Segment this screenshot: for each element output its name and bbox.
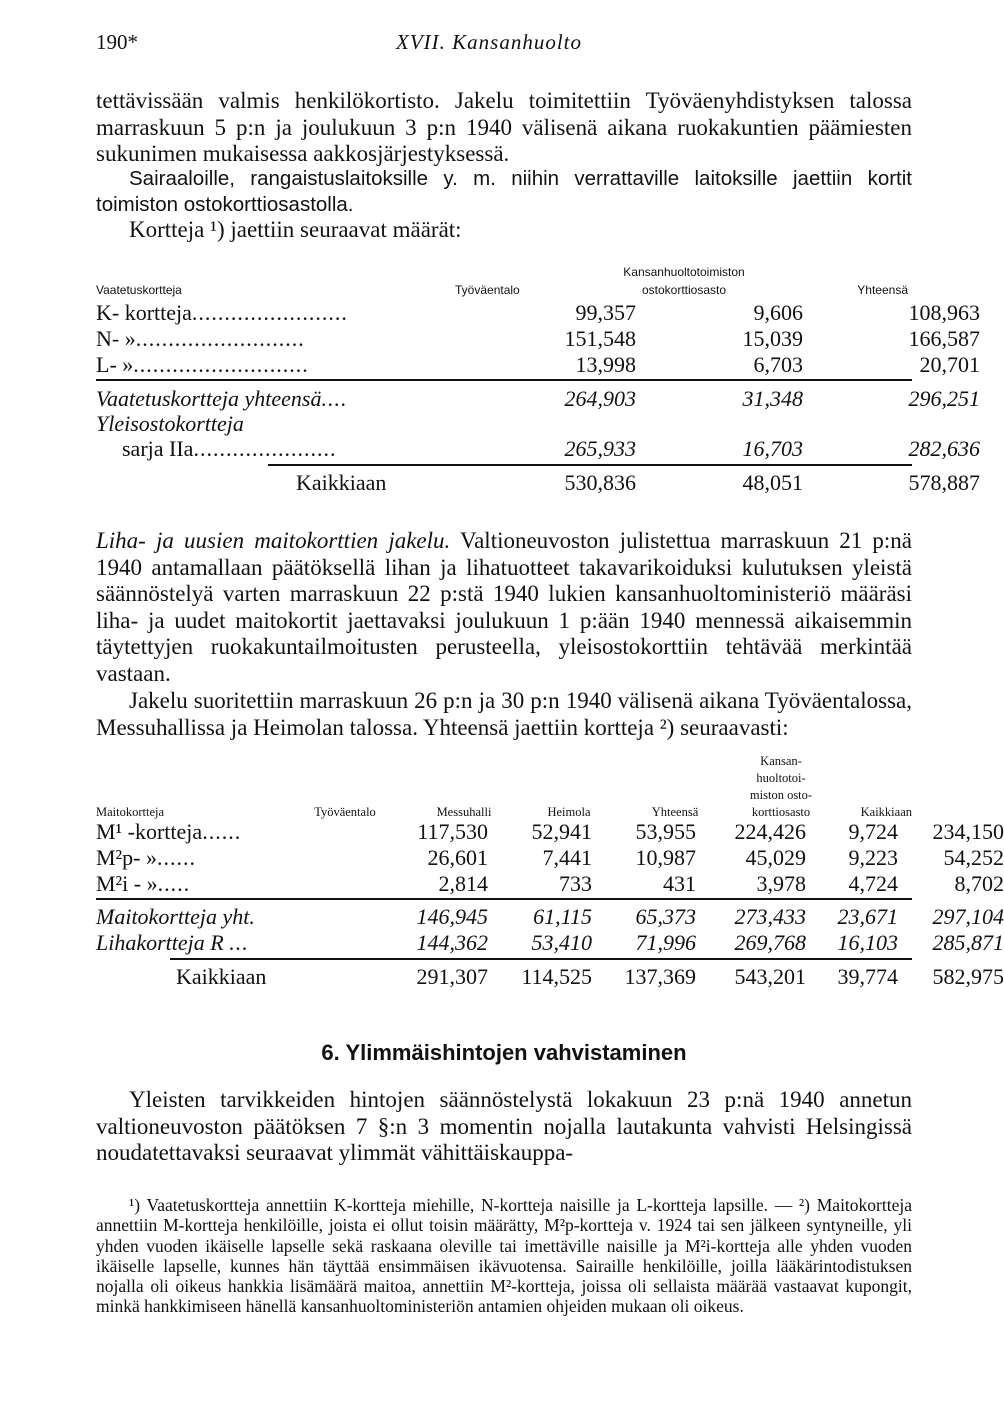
cell-heimola: 65,373 xyxy=(635,904,696,929)
cell-grand: 297,104 xyxy=(932,904,1004,929)
cell-office: 9,223 xyxy=(848,845,898,870)
table-row xyxy=(96,871,1004,897)
cell-tyovaentalo: 13,998 xyxy=(575,352,636,377)
table-row xyxy=(96,326,980,352)
running-title: XVII. Kansanhuolto xyxy=(396,30,582,54)
meat-milk-body: Valtioneuvoston julistettua marraskuun 21 p:nä 1940 antamallaan päätöksellä lihan ja lihatuotteet takavarikoiduksi kulutuksen yleistä säännöstelyä varten marraskuun 22 p:stä 1940 lukien kansanhuoltoministeriö määräsi liha- ja uudet maitokortit jaettavaksi joulukuun 1 p:ään 1940 mennessä aikaisemmin täytettyjen ruokakuntailmoitusten perusteella, yleisostokorttiin tehtävää merkintää vastaan. xyxy=(96,528,913,686)
table1-header-office-line2: ostokorttiosasto xyxy=(641,283,727,297)
cell-tyovaentalo: 99,357 xyxy=(575,300,636,325)
table1-header-tyovaentalo: Työväentalo xyxy=(455,283,520,297)
table2-header-messuhalli: Messuhalli xyxy=(436,805,492,819)
cell-grand: 8,702 xyxy=(954,871,1004,896)
cell-tyovaentalo: 265,933 xyxy=(564,436,636,461)
meat-milk-paragraph xyxy=(96,528,912,688)
table-row xyxy=(96,819,1004,845)
section-paragraph: Yleisten tarvikkeiden hintojen säännöstelystä lokakuun 23 p:nä 1940 annetun valtioneuvoston päätöksen 7 §:n 3 momentin nojalla lautakunta vahvisti Helsingissä noudatettavaksi seuraavat ylimmät vähittäiskauppa- xyxy=(96,1087,912,1166)
cell-office: 16,703 xyxy=(742,436,803,461)
cell-total: 543,201 xyxy=(734,964,806,989)
cell-total: 296,251 xyxy=(908,386,980,411)
table2-header-tyovaentalo: Työväentalo xyxy=(314,805,376,819)
cell-heimola: 10,987 xyxy=(635,845,696,870)
table2-header-grand: Kaikkiaan xyxy=(860,805,912,819)
row-label: L- »........................... xyxy=(96,352,309,377)
row-label: Lihakortteja R ... xyxy=(96,930,249,955)
cell-office: 9,724 xyxy=(848,819,898,844)
table1-header-total: Yhteensä xyxy=(857,283,908,297)
page-number: 190* xyxy=(96,30,138,54)
intro-paragraph-2: Sairaaloille, rangaistuslaitoksille y. m. niihin verrattaville laitoksille jaettiin kortit toimiston ostokorttiosastolla. xyxy=(96,167,912,216)
cell-grand: 234,150 xyxy=(932,819,1004,844)
cell-total: 166,587 xyxy=(908,326,980,351)
table2-header-heimola: Heimola xyxy=(547,805,591,819)
section-heading: 6. Ylimmäishintojen vahvistaminen xyxy=(321,1040,687,1065)
table1-header-type: Vaatetuskortteja xyxy=(96,283,182,297)
row-label: Maitokortteja yht. xyxy=(96,904,255,929)
cell-total: 108,963 xyxy=(908,300,980,325)
cell-messuhalli: 52,941 xyxy=(531,819,592,844)
cell-grand: 54,252 xyxy=(943,845,1004,870)
cell-office: 6,703 xyxy=(753,352,803,377)
cell-messuhalli: 114,525 xyxy=(521,964,592,989)
table-row-subtotal xyxy=(96,386,980,412)
cell-office: 4,724 xyxy=(848,871,898,896)
table-row-grand-total xyxy=(96,964,1004,990)
cell-tyovaentalo: 26,601 xyxy=(427,845,488,870)
table2-header-office-line1: Kansan- xyxy=(760,754,802,768)
cell-tyovaentalo: 146,945 xyxy=(416,904,488,929)
table-row xyxy=(96,352,980,378)
row-label: Yleisostokortteja xyxy=(96,411,244,436)
cell-office: 9,606 xyxy=(753,300,803,325)
cell-heimola: 431 xyxy=(663,871,696,896)
cell-total: 273,433 xyxy=(734,904,806,929)
cell-total: 269,768 xyxy=(734,930,806,955)
cell-messuhalli: 733 xyxy=(559,871,592,896)
cell-total: 224,426 xyxy=(734,819,806,844)
cell-messuhalli: 61,115 xyxy=(533,904,592,929)
cell-office: 15,039 xyxy=(742,326,803,351)
row-label: Kaikkiaan xyxy=(296,470,387,495)
row-label: K- kortteja........................ xyxy=(96,300,348,325)
table2-rule xyxy=(96,898,912,900)
cell-total: 45,029 xyxy=(745,845,806,870)
row-label: sarja IIa...................... xyxy=(122,436,337,461)
footnotes: ¹) Vaatetuskortteja annettiin K-kortteja miehille, N-kortteja naisille ja L-kortteja lapsille. — ²) Maitokortteja annettiin M-kortteja henkilöille, joista ei ollut toisin määrätty, M²p-kortteja v. 1924 tai sen jälkeen syntyneille, yli yhden vuoden ikäiselle lapselle sekä raskaana oleville tai imettäville naisille ja M²i-kortteja alle yhden vuoden ikäiselle lapselle, kunnes hän täyttää ensimmäisen ikävuotensa. Sairaille henkilöille, joilla lääkärintodistuksen nojalla oli oikeus hankkia lisämäärä maitoa, annettiin M²-kortteja, joissa oli sellaista määrää vastaavat kupongit, minkä hankkimiseen hänellä kansanhuoltoministeriön antamien ohjeiden mukaan oli oikeus. xyxy=(96,1195,912,1317)
table2-total-rule xyxy=(170,958,912,960)
meat-milk-lead: Liha- ja uusien maitokorttien jakelu. xyxy=(96,528,451,553)
table-row-total xyxy=(96,470,980,496)
table1-rule xyxy=(96,379,912,381)
table-row-general xyxy=(96,436,980,462)
cell-office: 31,348 xyxy=(742,386,803,411)
table1-total-rule xyxy=(268,464,912,466)
distribution-paragraph: Jakelu suoritettiin marraskuun 26 p:n ja 30 p:n 1940 välisenä aikana Työväentalossa, Messuhallissa ja Heimolan talossa. Yhteensä jaettiin kortteja ²) seuraavasti: xyxy=(96,688,912,740)
cell-total: 20,701 xyxy=(919,352,980,377)
intro-paragraph-1: tettävissään valmis henkilökortisto. Jakelu toimitettiin Työväenyhdistyksen talossa marraskuun 5 p:n ja joulukuun 3 p:n 1940 välisenä aikana ruokakuntien päämiesten sukunimen mukaisessa aakkosjärjestyksessä. xyxy=(96,88,912,167)
row-label: Kaikkiaan xyxy=(176,964,267,989)
table-row xyxy=(96,845,1004,871)
cell-tyovaentalo: 264,903 xyxy=(564,386,636,411)
cell-total: 578,887 xyxy=(908,470,980,495)
table2-header-total: Yhteensä xyxy=(651,805,699,819)
cell-heimola: 53,955 xyxy=(635,819,696,844)
table-row-general-label xyxy=(96,411,912,437)
row-label: M²i - »..... xyxy=(96,871,191,896)
cell-messuhalli: 53,410 xyxy=(531,930,592,955)
row-label: M¹ -kortteja...... xyxy=(96,819,242,844)
cell-tyovaentalo: 2,814 xyxy=(438,871,488,896)
table-row-meat-total xyxy=(96,930,1004,956)
cell-tyovaentalo: 151,548 xyxy=(564,326,636,351)
page-header xyxy=(96,30,912,58)
row-label: N- ».......................... xyxy=(96,326,305,351)
row-label: M²p- »...... xyxy=(96,845,196,870)
table2-header-type: Maitokortteja xyxy=(96,805,165,819)
cell-total: 3,978 xyxy=(756,871,806,896)
cell-office: 16,103 xyxy=(837,930,898,955)
cell-heimola: 137,369 xyxy=(624,964,696,989)
cell-heimola: 71,996 xyxy=(635,930,696,955)
cell-messuhalli: 7,441 xyxy=(542,845,592,870)
table-row xyxy=(96,300,980,326)
table1-header-office-line1: Kansanhuoltotoimiston xyxy=(623,265,745,279)
table2-header-office-line4: korttiosasto xyxy=(751,805,811,819)
table2-header-office-line3: miston osto- xyxy=(749,788,813,802)
cell-tyovaentalo: 291,307 xyxy=(416,964,488,989)
cell-grand: 285,871 xyxy=(932,930,1004,955)
intro-paragraph-3: Kortteja ¹) jaettiin seuraavat määrät: xyxy=(129,217,462,242)
cell-grand: 582,975 xyxy=(932,964,1004,989)
row-label: Vaatetuskortteja yhteensä.... xyxy=(96,386,348,411)
table2-header-office-line2: huoltotoi- xyxy=(756,771,806,785)
cell-tyovaentalo: 530,836 xyxy=(564,470,636,495)
cell-office: 39,774 xyxy=(837,964,898,989)
cell-total: 282,636 xyxy=(908,436,980,461)
cell-office: 48,051 xyxy=(742,470,803,495)
cell-office: 23,671 xyxy=(837,904,898,929)
table-row-milk-total xyxy=(96,904,1004,930)
cell-tyovaentalo: 117,530 xyxy=(417,819,488,844)
cell-tyovaentalo: 144,362 xyxy=(416,930,488,955)
